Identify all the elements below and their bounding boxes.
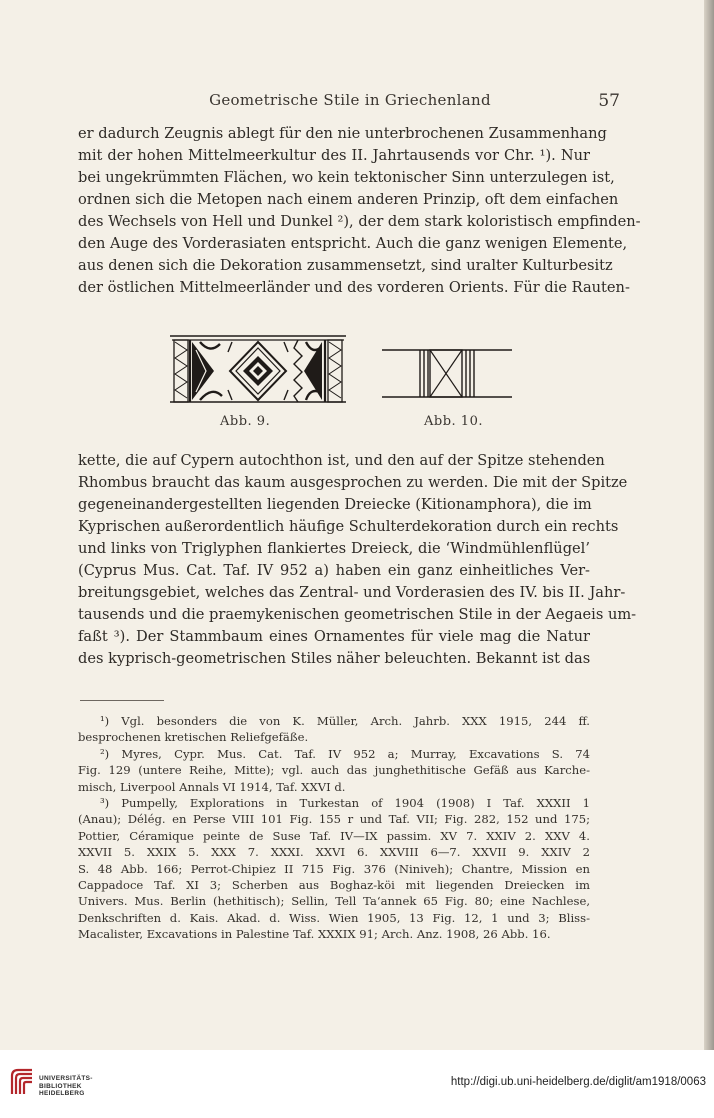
text-line: ordnen sich die Metopen nach einem anderen Prinzip, oft dem einfachen	[78, 191, 619, 208]
footnote-line: ¹) Vgl. besonders die von K. Müller, Arch. Jahrb. XXX 1915, 244 ff.	[100, 714, 590, 728]
footnote-line: S. 48 Abb. 166; Perrot-Chipiez II 715 Fig. 376 (Niniveh); Chantre, Mission en	[78, 861, 590, 876]
scan-edge	[704, 0, 714, 1050]
footnotes	[78, 713, 590, 942]
library-logo-icon	[10, 1068, 34, 1096]
text-line: gegeneinandergestellten liegenden Dreiecke (Kitionamphora), die im	[78, 496, 592, 513]
text-line: den Auge des Vorderasiaten entspricht. Auch die ganz wenigen Elemente,	[78, 235, 628, 252]
text-line: breitungsgebiet, welches das Zentral- und Vorderasien des IV. bis II. Jahr-	[78, 584, 626, 601]
library-footer	[0, 1050, 714, 1118]
page-number: 57	[598, 91, 620, 111]
figure-9-ornament	[170, 330, 346, 410]
text-line: tausends und die praemykenischen geometrischen Stile in der Aegaeis um-	[78, 606, 637, 623]
figure-9-caption: Abb. 9.	[220, 414, 271, 429]
figure-10-caption: Abb. 10.	[424, 414, 483, 429]
footnote-line: besprochenen kretischen Reliefgefäße.	[78, 730, 309, 745]
institution-line: UNIVERSITÄTS-	[39, 1075, 93, 1082]
text-line: er dadurch Zeugnis ablegt für den nie unterbrochenen Zusammenhang	[78, 125, 607, 142]
text-line: des kyprisch-geometrischen Stiles näher beleuchten. Bekannt ist das	[78, 650, 591, 667]
footnote-line: Cappadoce Taf. XI 3; Scherben aus Boghaz-köi mit liegenden Dreiecken im	[78, 877, 590, 892]
footnote-line: Fig. 129 (untere Reihe, Mitte); vgl. auch das junghethitische Gefäß aus Karche-	[78, 763, 590, 778]
footnote-line: ³) Pumpelly, Explorations in Turkestan of 1904 (1908) I Taf. XXXII 1	[100, 795, 590, 810]
text-line: aus denen sich die Dekoration zusammensetzt, sind uralter Kulturbesitz	[78, 257, 613, 274]
text-line: bei ungekrümmten Flächen, wo kein tektonischer Sinn unterzulegen ist,	[78, 169, 615, 186]
footnote-line: ²) Myres, Cypr. Mus. Cat. Taf. IV 952 a; Murray, Excavations S. 74	[100, 746, 590, 761]
text-line: des Wechsels von Hell und Dunkel ²), der dem stark koloristisch empfinden-	[78, 213, 641, 230]
footnote-line: Macalister, Excavations in Palestine Taf. XXXIX 91; Arch. Anz. 1908, 26 Abb. 16.	[78, 927, 551, 942]
text-line: kette, die auf Cypern autochthon ist, und den auf der Spitze stehenden	[78, 452, 605, 469]
running-title: Geometrische Stile in Griechenland	[209, 91, 491, 109]
institution-name	[39, 1075, 93, 1098]
footnote-line: XXVII 5. XXIX 5. XXX 7. XXXI. XXVI 6. XXVIII 6—7. XXVII 9. XXIV 2	[78, 845, 590, 860]
paragraph-1	[78, 123, 641, 299]
footnote-line: Univers. Mus. Berlin (hethitisch); Sellin, Tell Ta‘annek 65 Fig. 80; eine Nachlese,	[78, 894, 590, 909]
footnote-line: Pottier, Céramique peinte de Suse Taf. IV—IX passim. XV 7. XXIV 2. XXV 4.	[78, 828, 590, 843]
footnote-line: misch, Liverpool Annals VI 1914, Taf. XXVI d.	[78, 779, 346, 794]
institution-line: HEIDELBERG	[39, 1090, 85, 1097]
permalink-url[interactable]: http://digi.ub.uni-heidelberg.de/diglit/am1918/0063	[450, 1076, 706, 1088]
text-line: Rhombus braucht das kaum ausgesprochen zu werden. Die mit der Spitze	[78, 474, 628, 491]
running-header	[80, 91, 620, 115]
text-line: und links von Triglyphen flankiertes Dreieck, die ‘Windmühlenflügel’	[78, 540, 590, 557]
text-line: (Cyprus Mus. Cat. Taf. IV 952 a) haben ein ganz einheitliches Ver-	[78, 562, 590, 579]
footnote-line: Denkschriften d. Kais. Akad. d. Wiss. Wien 1905, 13 Fig. 12, 1 und 3; Bliss-	[78, 910, 590, 925]
institution-line: BIBLIOTHEK	[39, 1082, 82, 1090]
figure-10-ornament	[382, 345, 512, 401]
text-line: Kyprischen außerordentlich häufige Schulterdekoration durch ein rechts	[78, 518, 619, 535]
text-line: faßt ³). Der Stammbaum eines Ornamentes für viele mag die Natur	[78, 628, 590, 645]
text-line: der östlichen Mittelmeerländer und des vorderen Orients. Für die Rauten-	[78, 279, 630, 296]
footnote-line: (Anau); Délég. en Perse VIII 101 Fig. 155 r und Taf. VII; Fig. 282, 152 und 175;	[78, 812, 590, 827]
text-line: mit der hohen Mittelmeerkultur des II. Jahrtausends vor Chr. ¹). Nur	[78, 147, 590, 164]
footnote-divider	[80, 700, 164, 701]
paragraph-2	[78, 450, 637, 670]
